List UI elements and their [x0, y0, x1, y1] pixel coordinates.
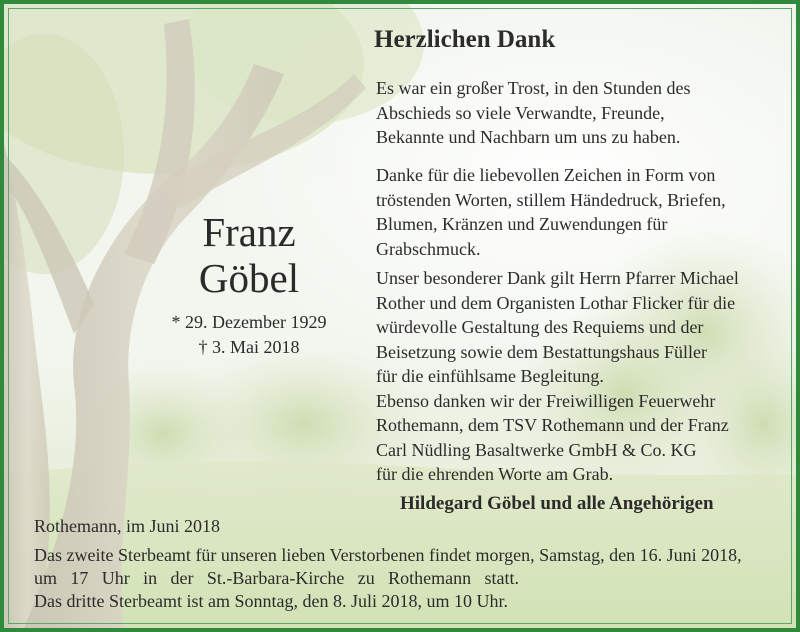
notice-word: in	[143, 568, 158, 588]
text-line: würdevolle Gestaltung des Requiems und der	[376, 317, 704, 337]
text-line: Rothemann, dem TSV Rothemann und der Franz	[376, 415, 729, 435]
service-notice	[34, 544, 774, 613]
thanks-title: Herzlichen Dank	[374, 26, 556, 53]
deceased-last-name: Göbel	[198, 255, 300, 301]
notice-word: St.-Barbara-Kirche	[206, 568, 345, 588]
thanks-paragraph-2	[376, 163, 786, 261]
thanks-paragraph-3	[376, 266, 786, 487]
notice-word: statt.	[484, 568, 519, 588]
notice-line-2	[34, 567, 519, 590]
text-line: Abschieds so viele Verwandte, Freunde,	[376, 102, 665, 123]
text-line: Bekannte und Nachbarn um uns zu haben.	[376, 127, 681, 147]
thanks-paragraph-1	[376, 76, 786, 150]
text-line: Carl Nüdling Basaltwerke GmbH & Co. KG	[376, 439, 697, 460]
notice-line-3: Das dritte Sterbeamt ist am Sonntag, den 8. Juli 2018, um 10 Uhr.	[34, 591, 508, 611]
text-line: tröstenden Worten, stillem Händedruck, Briefen,	[376, 189, 726, 210]
text-line: Unser besonderer Dank gilt Herrn Pfarrer Michael	[376, 268, 739, 288]
notice-word: um	[34, 568, 58, 588]
notice-word: Rothemann	[388, 568, 472, 588]
death-date: † 3. Mai 2018	[198, 337, 300, 357]
notice-word: der	[170, 568, 194, 588]
notice-word: Uhr	[101, 568, 130, 588]
text-line: Es war ein großer Trost, in den Stunden des	[376, 78, 691, 98]
text-line: für die einfühlsame Begleitung.	[376, 366, 604, 386]
text-line: Ebenso danken wir der Freiwilligen Feuerwehr	[376, 390, 716, 411]
text-line: für die ehrenden Worte am Grab.	[376, 464, 614, 484]
signature: Hildegard Göbel und alle Angehörigen	[400, 493, 714, 514]
place-date: Rothemann, im Juni 2018	[34, 516, 220, 536]
text-line: Rother und dem Organisten Lothar Flicker für die	[376, 292, 736, 313]
birth-date: * 29. Dezember 1929	[171, 312, 327, 332]
deceased-dates	[144, 310, 354, 360]
text-line: Beisetzung sowie dem Bestattungshaus Füller	[376, 341, 707, 362]
notice-line-1: Das zweite Sterbeamt für unseren lieben Verstorbenen findet morgen, Samstag, den 16. Juni 2018,	[34, 545, 742, 565]
deceased-first-name: Franz	[202, 209, 296, 255]
text-line: Grabschmuck.	[376, 238, 481, 259]
notice-word: 17	[70, 568, 89, 588]
text-line: Blumen, Kränzen und Zuwendungen für	[376, 214, 668, 234]
text-line: Danke für die liebevollen Zeichen in Form von	[376, 165, 716, 185]
notice-word: zu	[357, 568, 375, 588]
